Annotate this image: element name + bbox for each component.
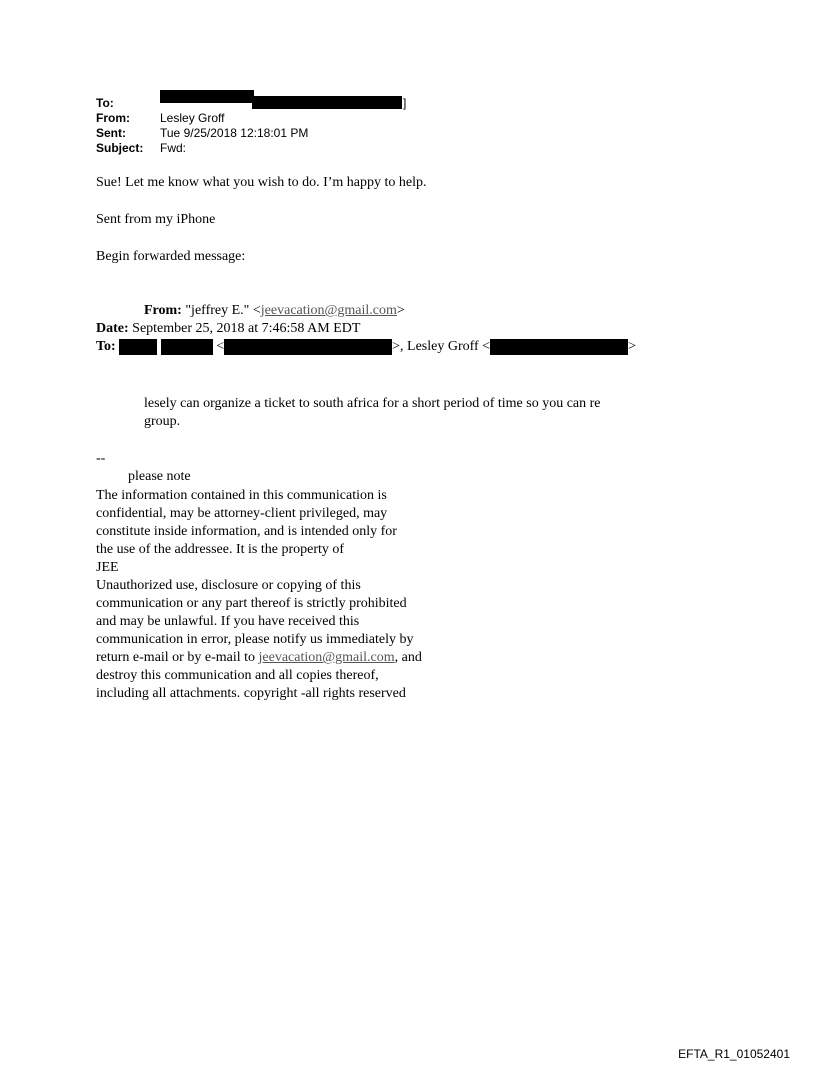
forwarded-message-line-2: group. bbox=[144, 414, 181, 429]
forwarded-date-line bbox=[96, 321, 360, 337]
signature-line: including all attachments. copyright -all rights reserved bbox=[96, 686, 406, 701]
subject-value: Fwd: bbox=[160, 141, 187, 155]
forwarded-from-name: "jeffrey E." < bbox=[185, 303, 261, 318]
redaction-block bbox=[490, 339, 628, 355]
forwarded-date-label: Date: bbox=[96, 321, 129, 336]
header-sent-row bbox=[96, 126, 406, 141]
from-value: Lesley Groff bbox=[160, 111, 225, 125]
body-line-2: Sent from my iPhone bbox=[96, 212, 216, 227]
header-to-row bbox=[96, 96, 406, 111]
signature-line: constitute inside information, and is intended only for bbox=[96, 524, 397, 539]
forwarded-from-label: From: bbox=[144, 303, 182, 318]
signature-please-note: please note bbox=[128, 469, 191, 484]
forwarded-from-email-link[interactable]: jeevacation@gmail.com bbox=[260, 303, 397, 318]
signature-block bbox=[96, 487, 422, 703]
document-id: EFTA_R1_01052401 bbox=[678, 1047, 790, 1061]
signature-line: communication in error, please notify us immediately by bbox=[96, 632, 414, 647]
redaction-block bbox=[252, 96, 402, 109]
redaction-bracket: ] bbox=[403, 96, 407, 110]
forwarded-from-line bbox=[144, 303, 405, 319]
forwarded-to-label: To: bbox=[96, 339, 116, 355]
from-label: From: bbox=[96, 111, 130, 125]
signature-email-pre: return e-mail or by e-mail to bbox=[96, 650, 259, 665]
signature-line: confidential, may be attorney-client privileged, may bbox=[96, 506, 388, 521]
header-subject-row bbox=[96, 141, 406, 156]
body-line-1: Sue! Let me know what you wish to do. I’m happy to help. bbox=[96, 175, 427, 190]
signature-email-post: , and bbox=[394, 650, 422, 665]
signature-line: and may be unlawful. If you have received this bbox=[96, 614, 360, 629]
body-line-3: Begin forwarded message: bbox=[96, 249, 246, 264]
signature-line: The information contained in this communication is bbox=[96, 488, 387, 503]
forwarded-to-close: > bbox=[628, 339, 636, 355]
signature-email-link[interactable]: jeevacation@gmail.com bbox=[258, 650, 395, 665]
forwarded-to-mid: >, Lesley Groff < bbox=[392, 339, 491, 355]
forwarded-message-line-1: lesely can organize a ticket to south africa for a short period of time so you can re bbox=[144, 396, 601, 411]
subject-label: Subject: bbox=[96, 141, 144, 155]
sent-value: Tue 9/25/2018 12:18:01 PM bbox=[160, 126, 309, 140]
to-label: To: bbox=[96, 96, 114, 110]
forwarded-to-lt: < bbox=[216, 339, 225, 355]
signature-line: Unauthorized use, disclosure or copying of this bbox=[96, 578, 361, 593]
redaction-block bbox=[160, 90, 254, 103]
forwarded-to-line bbox=[96, 339, 636, 355]
redaction-block bbox=[119, 339, 157, 355]
signature-line: destroy this communication and all copies thereof, bbox=[96, 668, 379, 683]
signature-line: communication or any part thereof is strictly prohibited bbox=[96, 596, 407, 611]
header-from-row bbox=[96, 111, 406, 126]
redaction-block bbox=[161, 339, 213, 355]
signature-dashes: -- bbox=[96, 451, 106, 466]
redaction-block bbox=[224, 339, 392, 355]
sent-label: Sent: bbox=[96, 126, 126, 140]
signature-line: JEE bbox=[96, 560, 119, 575]
forwarded-date-value: September 25, 2018 at 7:46:58 AM EDT bbox=[132, 321, 361, 336]
email-header bbox=[96, 96, 406, 156]
signature-line: the use of the addressee. It is the property of bbox=[96, 542, 345, 557]
signature-email-line bbox=[96, 649, 422, 667]
forwarded-from-close: > bbox=[396, 303, 405, 318]
